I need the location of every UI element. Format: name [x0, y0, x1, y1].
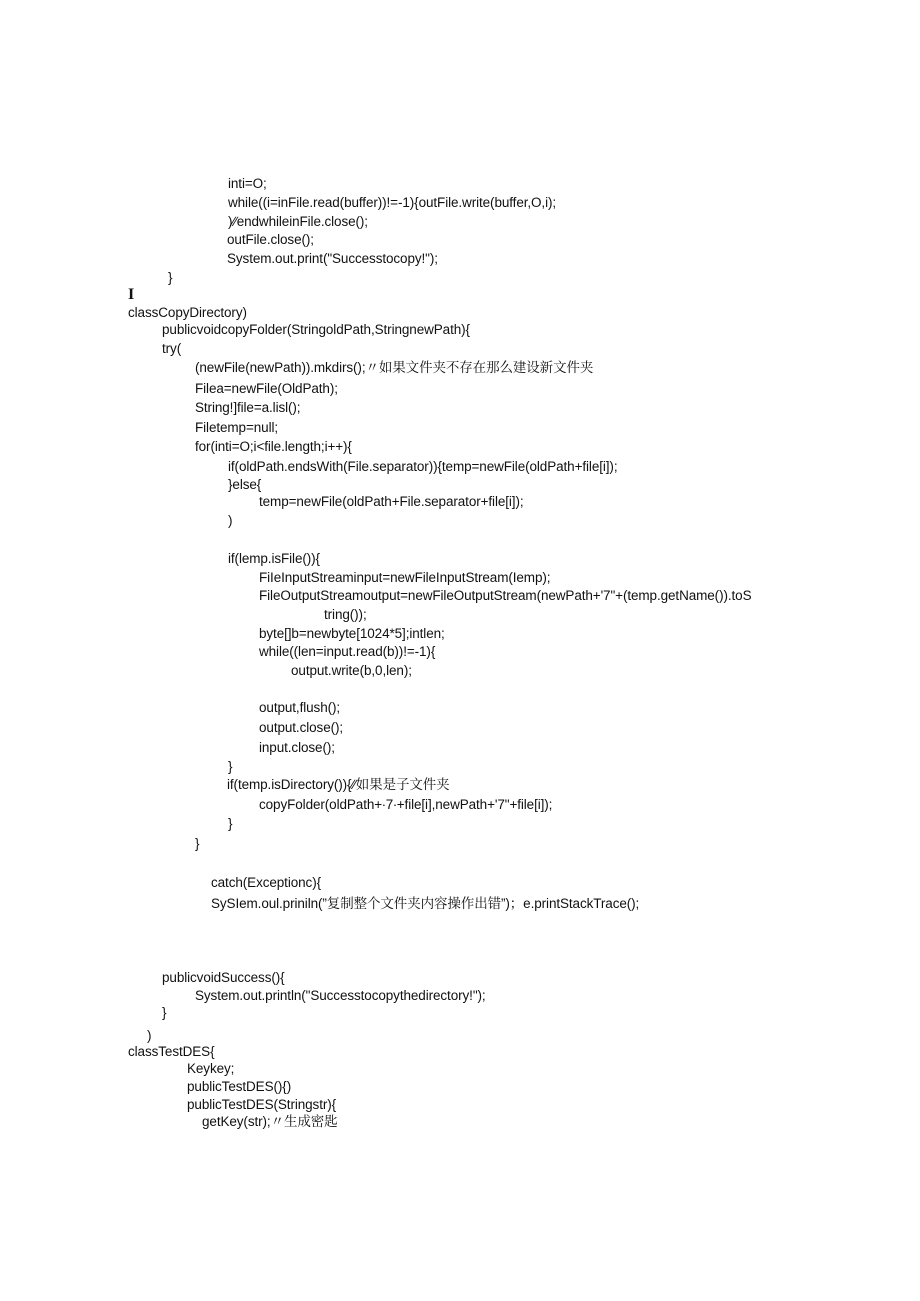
code-line: } — [162, 1005, 167, 1020]
code-line: output.write(b,0,len); — [291, 663, 412, 678]
code-line: System.out.print("Successtocopy!"); — [227, 251, 438, 266]
code-line: getKey(str);〃生成密匙 — [202, 1114, 338, 1129]
code-line: Filea=newFile(OldPath); — [195, 381, 338, 396]
code-line: publicTestDES(Stringstr){ — [187, 1097, 337, 1112]
code-line: copyFolder(oldPath+∙7∙+file[i],newPath+'7"+file[i]); — [259, 797, 553, 812]
text-cursor-mark: I — [128, 286, 135, 303]
code-line: FiIeInputStreaminput=newFileInputStream(Iemp); — [259, 570, 551, 585]
code-line: } — [195, 836, 200, 851]
code-line: }else{ — [228, 477, 262, 492]
code-line: if(lemp.isFile()){ — [228, 551, 320, 566]
code-line: if(oldPath.endsWith(File.separator)){temp=newFile(oldPath+file[i]); — [228, 459, 618, 474]
code-line: publicvoidcopyFolder(StringoldPath,StringnewPath){ — [162, 322, 470, 337]
code-line: publicvoidSuccess(){ — [162, 970, 285, 985]
code-line: input.close(); — [259, 740, 335, 755]
code-line: for(inti=O;i<file.length;i++){ — [195, 439, 352, 454]
code-line: classTestDES{ — [128, 1044, 215, 1059]
code-line: publicTestDES(){) — [187, 1079, 292, 1094]
code-line: classCopyDirectory) — [128, 305, 247, 320]
code-line: while((i=inFile.read(buffer))!=-1){outFile.write(buffer,O,i); — [228, 195, 557, 210]
code-line: if(temp.isDirectory()){∕∕如果是子文件夹 — [227, 777, 450, 792]
code-line: while((len=input.read(b))!=-1){ — [259, 644, 436, 659]
code-line: } — [228, 759, 233, 774]
code-line: temp=newFile(oldPath+File.separator+file[i]); — [259, 494, 524, 509]
code-line: outFile.close(); — [227, 232, 314, 247]
code-line: inti=O; — [228, 176, 267, 191]
code-line: Filetemp=null; — [195, 420, 279, 435]
code-line: ) — [147, 1028, 152, 1043]
code-line: System.out.println("Successtocopythedirectory!"); — [195, 988, 486, 1003]
code-line: String!]file=a.lisl(); — [195, 400, 301, 415]
code-line: ) — [228, 513, 233, 528]
code-line: )∕∕endwhileinFile.close(); — [228, 214, 368, 229]
code-line: tring()); — [324, 607, 367, 622]
code-line: output,flush(); — [259, 700, 341, 715]
code-line: } — [228, 816, 233, 831]
code-line: (newFile(newPath)).mkdirs();〃如果文件夹不存在那么建设新文件夹 — [195, 360, 594, 375]
code-line: FileOutputStreamoutput=newFileOutputStream(newPath+'7"+(temp.getName()).toS — [259, 588, 752, 603]
code-line: catch(Exceptionc){ — [211, 875, 322, 890]
code-line: byte[]b=newbyte[1024*5];intlen; — [259, 626, 445, 641]
code-line: output.close(); — [259, 720, 344, 735]
code-line: Keykey; — [187, 1061, 235, 1076]
code-line: try( — [162, 341, 182, 356]
code-line: } — [168, 270, 173, 285]
code-line: SySIem.oul.priniln(”复制整个文件夹内容操作出错”)；e.printStackTrace(); — [211, 896, 640, 911]
